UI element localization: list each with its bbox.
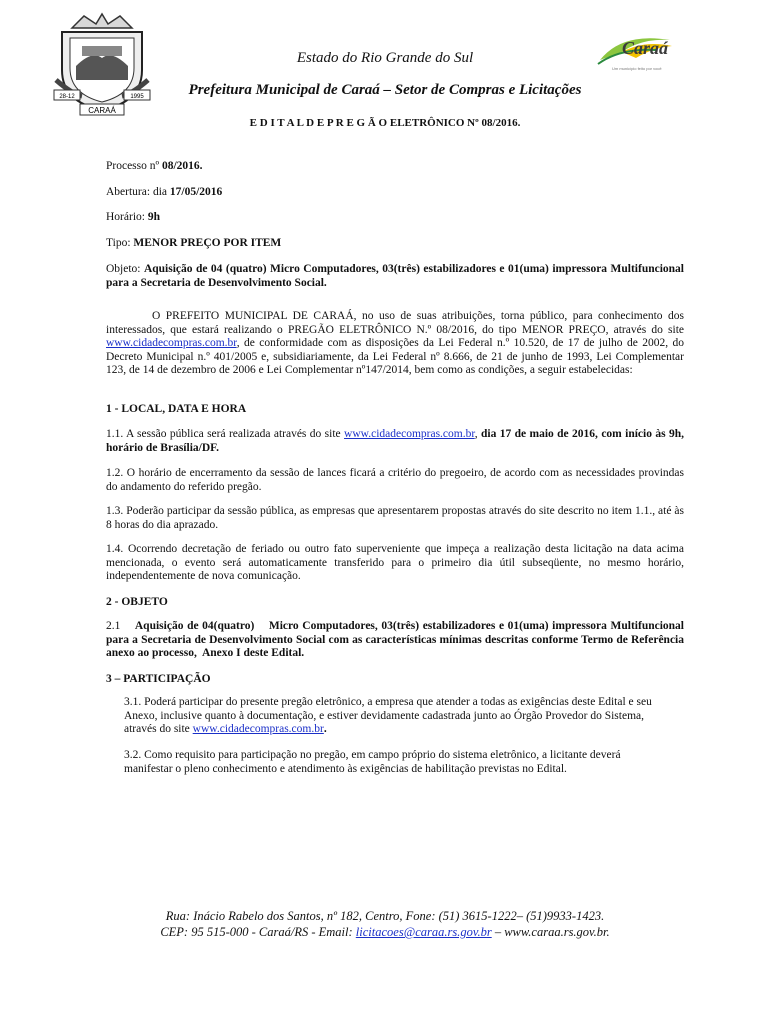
section-2-title: 2 - OBJETO: [106, 596, 168, 608]
cidadecompras-link[interactable]: www.cidadecompras.com.br: [106, 337, 237, 350]
processo-line: [106, 160, 684, 174]
section-1-title: 1 - LOCAL, DATA E HORA: [106, 403, 247, 415]
crest-year-left: 28-12: [59, 94, 75, 100]
tipo-line: [106, 237, 684, 251]
cidadecompras-link[interactable]: www.cidadecompras.com.br: [344, 428, 475, 440]
logo-wordmark: Caraá: [622, 38, 669, 58]
org-heading: Prefeitura Municipal de Caraá – Setor de Compras e Licitações: [188, 82, 582, 98]
horario-label: Horário:: [106, 211, 148, 223]
logo-tagline: Um município feito por você: [612, 66, 662, 71]
paragraph-1-4: 1.4. Ocorrendo decretação de feriado ou outro fato superveniente que impeça a realização desta licitação na data acima mencionada, o evento será automaticamente transferido para o primeiro dia útil subseqüente, no mesmo horário, independentemente de nova comunicação.: [106, 543, 684, 583]
paragraph-3-1: 3.1. Poderá participar do presente pregão eletrônico, a empresa que atender a todas as exigências deste Edital e seu Anexo, inclusive quanto à documentação, e estiver devidamente cadastrada junto ao Órgão Provedor do Sistema, através do site www.cidadecompras.com.br.: [124, 696, 652, 736]
cidadecompras-link[interactable]: www.cidadecompras.com.br: [192, 723, 324, 736]
abertura-value: 17/05/2016: [169, 186, 223, 198]
processo-label: Processo nº: [106, 160, 162, 172]
objeto-value: Aquisição de 04 (quatro) Micro Computadores, 03(três) estabilizadores e 01(uma) impressora Multifuncional para a Secretaria de Desenvolvimento Social.: [106, 263, 684, 289]
paragraph-1-1: 1.1. A sessão pública será realizada através do site www.cidadecompras.com.br, dia 17 de maio de 2016, com início às 9h, horário de Brasília/DF.: [106, 428, 684, 454]
objeto-paragraph: [106, 263, 684, 290]
intro-paragraph: [106, 310, 684, 378]
intro-text-2: , de conformidade com as disposições da Lei Federal n.º 10.520, de 17 de julho de 2002, do Decreto Municipal n.º 401/2005 e, subsidiariamente, da Lei Federal nº 8.666, de 21 de junho de 1993, Lei Complementar 123, de 14 de dezembro de 2006 e Lei Complementar nº147/2014, bem como as condições, a seguir estabelecidas:: [106, 337, 684, 377]
abertura-label: Abertura: dia: [106, 186, 170, 198]
paragraph-3-2: 3.2. Como requisito para participação no pregão, em campo próprio do sistema eletrônico, a licitante deverá manifestar o pleno conhecimento e atendimento às exigências de habilitação previstas no Edital.: [124, 749, 621, 775]
footer-address: Rua: Inácio Rabelo dos Santos, nº 182, Centro, Fone: (51) 3615-1222– (51)9933-1423.: [165, 909, 605, 923]
abertura-line: [106, 186, 684, 200]
horario-value: 9h: [147, 211, 160, 223]
crest-name: CARAÁ: [88, 106, 116, 115]
paragraph-2-1: 2.1 Aquisição de 04(quatro) Micro Computadores, 03(três) estabilizadores e 01(uma) impressora Multifuncional para a Secretaria de Desenvolvimento Social com as características mínimas descritas conforme Termo de Referência anexo ao processo, Anexo I deste Edital.: [106, 620, 687, 660]
state-heading: Estado do Rio Grande do Sul: [296, 50, 474, 66]
tipo-label: Tipo:: [106, 237, 134, 249]
paragraph-1-2: 1.2. O horário de encerramento da sessão de lances ficará a critério do pregoeiro, de acordo com as necessidades provindas do andamento do referido pregão.: [106, 467, 684, 493]
footer-contact: CEP: 95 515-000 - Caraá/RS - Email: licitacoes@caraa.rs.gov.br – www.caraa.rs.gov.br.: [160, 925, 610, 939]
horario-line: [106, 211, 684, 225]
email-link[interactable]: licitacoes@caraa.rs.gov.br: [355, 925, 492, 939]
crest-year-right: 1995: [130, 94, 144, 100]
intro-text-1: O PREFEITO MUNICIPAL DE CARAÁ, no uso de suas atribuições, torna público, para conhecimento dos interessados, que estará realizando o PREGÃO ELETRÔNICO N.º 08/2016, do tipo MENOR PREÇO, através do site: [106, 310, 684, 336]
footer: [0, 908, 770, 940]
processo-value: 08/2016.: [161, 160, 203, 172]
section-3-title: 3 – PARTICIPAÇÃO: [106, 673, 211, 685]
paragraph-1-3: 1.3. Poderão participar da sessão pública, as empresas que apresentarem propostas através do site descrito no item 1.1., até às 8 horas do dia aprazado.: [106, 505, 684, 531]
objeto-label: Objeto:: [106, 263, 144, 275]
document-title: E D I T A L D E P R E G Ã O ELETRÔNICO Nº 08/2016.: [249, 117, 521, 129]
tipo-value: MENOR PREÇO POR ITEM: [133, 237, 282, 249]
